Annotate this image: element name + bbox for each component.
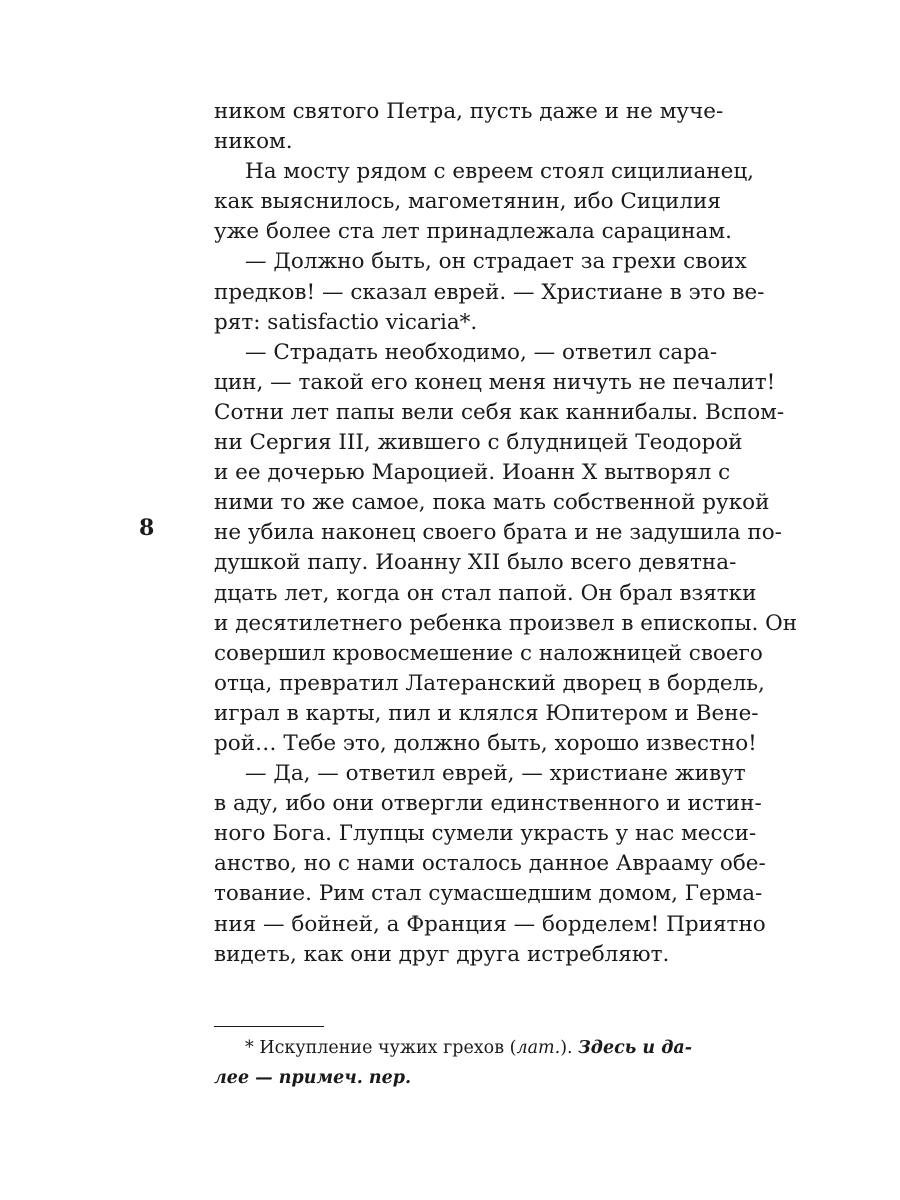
text-line: тование. Рим стал сумасшедшим домом, Герма- [214, 881, 763, 907]
page-number: 8 [139, 515, 155, 541]
text-line: ния — бойней, а Франция — борделем! Приятно [214, 911, 766, 937]
text-line: Сотни лет папы вели себя как каннибалы. Вспом- [214, 399, 785, 425]
footnote-line [214, 1063, 742, 1093]
text-line: не убила наконец своего брата и не задушила по- [214, 520, 782, 546]
footnote-lang: лат. [516, 1038, 561, 1058]
text-line: душкой папу. Иоанну XII было всего девятна- [214, 550, 737, 576]
text-line: как выяснилось, магометянин, ибо Сицилия [214, 189, 721, 215]
footnote-note-continued: лее — примеч. пер. [214, 1068, 412, 1088]
text-line: дцать лет, когда он стал папой. Он брал взятки [214, 580, 757, 606]
text-line: предков! — сказал еврей. — Христиане в это ве- [214, 279, 765, 305]
footnote-line [214, 1033, 742, 1063]
text-line: анство, но с нами осталось данное Аврааму обе- [214, 851, 766, 877]
text-line: в аду, ибо они отвергли единственного и истин- [214, 791, 762, 817]
text-line: совершил кровосмешение с наложницей своего [214, 640, 763, 666]
text-line: — Да, — ответил еврей, — христиане живут [245, 761, 746, 787]
footnote-divider [214, 1026, 324, 1027]
footnote-marker: * [245, 1038, 254, 1058]
text-line: и десятилетнего ребенка произвел в епископы. Он [214, 610, 798, 636]
text-line: рой… Тебе это, должно быть, хорошо известно! [214, 730, 757, 756]
text-line: ни Сергия III, жившего с блудницей Теодорой [214, 430, 743, 456]
text-line: цин, — такой его конец меня ничуть не печалит! [214, 369, 776, 395]
text-line: уже более ста лет принадлежала сарацинам. [214, 219, 732, 245]
text-line: и ее дочерью Мароцией. Иоанн X вытворял с [214, 460, 731, 486]
text-line: ником. [214, 129, 293, 155]
text-line: видеть, как они друг друга истребляют. [214, 941, 670, 967]
footnote [214, 1033, 742, 1093]
text-line: играл в карты, пил и клялся Юпитером и Вене- [214, 700, 759, 726]
text-line: ного Бога. Глупцы сумели украсть у нас месси- [214, 821, 757, 847]
text-line: — Должно быть, он страдает за грехи своих [245, 249, 747, 275]
footnote-close-paren: ). [560, 1038, 573, 1058]
text-line: ними то же самое, пока мать собственной рукой [214, 490, 770, 516]
text-line: На мосту рядом с евреем стоял сицилианец, [245, 159, 755, 185]
footnote-open-paren: ( [509, 1038, 517, 1058]
footnote-note: Здесь и да- [578, 1038, 692, 1058]
main-text [214, 97, 798, 970]
footnote-text: Искупление чужих грехов [259, 1038, 505, 1058]
text-line: рят: satisfactio vicaria*. [214, 309, 478, 335]
text-line: ником святого Петра, пусть даже и не муче- [214, 99, 724, 124]
text-line: отца, превратил Латеранский дворец в бордель, [214, 670, 765, 696]
text-line: — Страдать необходимо, — ответил сара- [245, 339, 718, 365]
